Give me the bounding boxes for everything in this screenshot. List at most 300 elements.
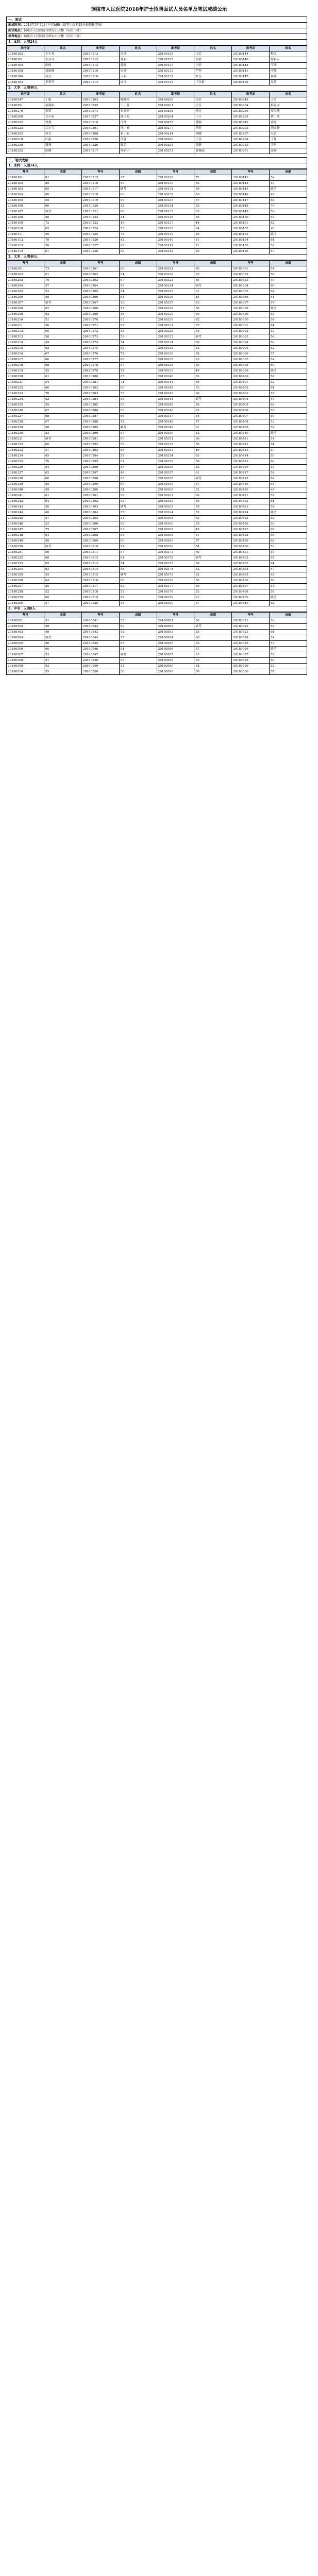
table-cell: 曹小侠 <box>270 114 307 120</box>
table-cell: 53 <box>194 589 232 595</box>
table-cell: 62 <box>44 346 81 351</box>
table-cell: 20180109 <box>7 69 44 74</box>
table-cell: 68 <box>119 243 157 249</box>
table-row <box>7 436 307 442</box>
table-cell: 20180203 <box>81 97 119 103</box>
table-cell: 49 <box>194 527 232 533</box>
table-cell: 20180237 <box>7 470 44 476</box>
table-cell: 杨文 <box>44 74 81 80</box>
table-cell: 75 <box>44 527 81 533</box>
table-cell: 20180235 <box>81 103 119 109</box>
table-cell: 20180284 <box>81 397 119 402</box>
table-cell: 20180401 <box>232 380 270 385</box>
table-cell: 20180397 <box>232 357 270 363</box>
table-cell: 20180438 <box>232 589 270 595</box>
table-cell: 20180431 <box>232 550 270 555</box>
table-cell: 55 <box>119 391 157 397</box>
table-cell: 63 <box>44 567 81 572</box>
table-cell: 缺考 <box>270 510 307 516</box>
table-cell: 20180585 <box>157 641 194 647</box>
table-cell: 程文 <box>270 52 307 57</box>
table-cell: 20180347 <box>157 414 194 419</box>
table-cell: 20180313 <box>81 561 119 567</box>
table-cell: 50 <box>270 521 307 527</box>
table-cell: 20180394 <box>232 340 270 346</box>
table-cell: 52 <box>194 431 232 436</box>
table-cell: 64 <box>44 499 81 504</box>
table-cell: 20180304 <box>81 510 119 516</box>
table-cell: 76 <box>44 243 81 249</box>
table-cell: 20180369 <box>157 538 194 544</box>
table-cell: 50 <box>194 312 232 317</box>
table-cell: 60 <box>270 283 307 289</box>
table-cell: 20180132 <box>157 192 194 198</box>
table-cell: 20180152 <box>232 226 270 232</box>
table-cell: 20180238 <box>7 143 44 148</box>
table-cell: 72 <box>119 419 157 425</box>
table-cell: 20180352 <box>157 442 194 448</box>
table-cell: 55 <box>270 482 307 487</box>
table-row <box>7 419 307 425</box>
table-cell: 49 <box>194 448 232 453</box>
table-cell: 60 <box>119 624 157 630</box>
table-cell: 20180209 <box>7 312 44 317</box>
table-cell: 20180228 <box>81 137 119 143</box>
table-cell: 44 <box>194 221 232 226</box>
table-cell: 20180269 <box>81 312 119 317</box>
table-cell: 62 <box>194 317 232 323</box>
column-header: 考号 <box>81 613 119 618</box>
header-row <box>7 46 307 52</box>
table-cell: 20180219 <box>7 368 44 374</box>
table-cell: 63 <box>194 357 232 363</box>
table-cell: 20180326 <box>157 295 194 300</box>
table-cell: 20180127 <box>81 243 119 249</box>
table-cell: 20180316 <box>81 578 119 584</box>
table-cell: 20180105 <box>7 198 44 204</box>
table-row <box>7 408 307 414</box>
table-cell: 57 <box>270 567 307 572</box>
column-header: 考号 <box>81 261 119 266</box>
table-cell: 53 <box>270 419 307 425</box>
table-cell: 63 <box>119 317 157 323</box>
table-cell: 20180419 <box>232 482 270 487</box>
table-row <box>7 589 307 595</box>
table-cell: 42 <box>119 238 157 243</box>
table-cell: 20180222 <box>7 385 44 391</box>
table-cell: 61 <box>194 289 232 295</box>
table-cell: 64 <box>194 226 232 232</box>
table-cell: 20180101 <box>7 175 44 181</box>
table-cell: 20180248 <box>232 97 270 103</box>
table-cell: 57 <box>270 641 307 647</box>
table-cell: 57 <box>194 419 232 425</box>
table-cell: 20180248 <box>7 533 44 538</box>
table-cell: 56 <box>119 249 157 255</box>
column-header: 姓名 <box>194 92 232 97</box>
table-cell: 59 <box>44 584 81 589</box>
table-cell: 20180357 <box>157 470 194 476</box>
table-cell: 20180112 <box>7 238 44 243</box>
table-cell: 20180311 <box>81 550 119 555</box>
table-cell: 56 <box>119 283 157 289</box>
table-row <box>7 340 307 346</box>
table-cell: 20180222 <box>7 148 44 154</box>
table-row <box>7 652 307 658</box>
table-cell: 20180226 <box>81 143 119 148</box>
table-cell: 20180234 <box>7 453 44 459</box>
table-cell: 20180275 <box>157 120 194 126</box>
table-row <box>7 544 307 550</box>
table-row <box>7 561 307 567</box>
table-cell: 20180113 <box>7 243 44 249</box>
table-cell: 20180411 <box>232 436 270 442</box>
table-cell: 20180541 <box>81 618 119 624</box>
table-cell: 20180277 <box>81 357 119 363</box>
table-cell: 55 <box>119 618 157 624</box>
table-row <box>7 476 307 482</box>
table-cell: 59 <box>270 215 307 221</box>
interview-table-2 <box>6 91 307 154</box>
table-row <box>7 357 307 363</box>
table-cell: 20180550 <box>81 669 119 675</box>
table-cell: 20180545 <box>81 641 119 647</box>
table-row <box>7 635 307 641</box>
table-cell: 20180581 <box>157 618 194 624</box>
table-row <box>7 402 307 408</box>
table-cell: 20180208 <box>7 306 44 312</box>
table-cell: 70 <box>44 238 81 243</box>
column-header: 姓名 <box>270 46 307 52</box>
table-cell: 20180504 <box>7 635 44 641</box>
table-cell: 60 <box>44 595 81 601</box>
table-cell: 20180333 <box>157 334 194 340</box>
table-cell: 20180282 <box>81 385 119 391</box>
table-cell: 20180118 <box>81 74 119 80</box>
table-cell: 61 <box>194 533 232 538</box>
column-header: 成绩 <box>194 170 232 175</box>
table-cell: 20180623 <box>232 630 270 635</box>
table-row <box>7 226 307 232</box>
table-cell: 20180542 <box>81 624 119 630</box>
table-cell: 20180104 <box>7 192 44 198</box>
table-cell: 朱慧 <box>270 80 307 86</box>
table-cell: 61 <box>270 385 307 391</box>
table-cell: 63 <box>119 641 157 647</box>
table-cell: 55 <box>44 572 81 578</box>
table-cell: 20180348 <box>157 419 194 425</box>
table-cell: 叶佳 <box>270 69 307 74</box>
table-cell: 70 <box>44 459 81 465</box>
table-row <box>7 487 307 493</box>
table-cell: 58 <box>194 459 232 465</box>
table-cell: 20180286 <box>81 408 119 414</box>
table-cell: 49 <box>44 630 81 635</box>
table-cell: 20180149 <box>232 209 270 215</box>
table-cell: 20180147 <box>232 74 270 80</box>
table-cell: 20180622 <box>232 624 270 630</box>
table-cell: 53 <box>194 510 232 516</box>
table-cell: 20180217 <box>7 357 44 363</box>
table-cell: 20180240 <box>7 487 44 493</box>
table-cell: 20180247 <box>7 97 44 103</box>
table-cell: 49 <box>270 278 307 283</box>
table-cell: 20180392 <box>232 329 270 334</box>
table-cell: 20180302 <box>81 499 119 504</box>
table-cell: 54 <box>194 414 232 419</box>
table-cell: 20180383 <box>232 278 270 283</box>
table-cell: 20180279 <box>81 368 119 374</box>
table-cell: 20180201 <box>157 103 194 109</box>
table-cell: 59 <box>119 181 157 187</box>
table-cell: 20180285 <box>81 402 119 408</box>
table-row <box>7 204 307 209</box>
table-cell: 陈蝶 <box>44 148 81 154</box>
table-cell: 缺考 <box>119 187 157 192</box>
table-cell: 缺考 <box>194 283 232 289</box>
table-cell: 20180327 <box>157 300 194 306</box>
column-header: 考号 <box>7 170 44 175</box>
table-cell: 60 <box>270 578 307 584</box>
scores-group2-label: 2、大专：入围40人 <box>6 255 307 260</box>
table-row <box>7 215 307 221</box>
table-cell: 48 <box>270 192 307 198</box>
table-cell: 20180341 <box>157 380 194 385</box>
table-cell: 53 <box>270 618 307 624</box>
table-cell: 陈杨 <box>44 63 81 69</box>
table-cell: 54 <box>119 215 157 221</box>
table-cell: 汪蓉 <box>119 137 157 143</box>
table-cell: 20180212 <box>7 329 44 334</box>
table-row <box>7 283 307 289</box>
table-cell: 57 <box>194 323 232 329</box>
table-cell: 53 <box>270 329 307 334</box>
table-cell: 20180143 <box>232 175 270 181</box>
table-cell: 20180288 <box>157 97 194 103</box>
table-cell: 20180205 <box>7 289 44 295</box>
table-cell: 缺考 <box>194 334 232 340</box>
table-cell: 53 <box>119 300 157 306</box>
table-cell: 56 <box>194 187 232 192</box>
table-cell: 20180144 <box>232 52 270 57</box>
table-cell: 20180245 <box>7 516 44 521</box>
table-cell: 20180146 <box>232 192 270 198</box>
column-header: 准考证 <box>157 46 194 52</box>
column-header: 成绩 <box>119 170 157 175</box>
table-cell: 20180310 <box>81 544 119 550</box>
table-cell: 20180113 <box>81 52 119 57</box>
table-cell: 55 <box>194 465 232 470</box>
table-cell: 20180583 <box>157 630 194 635</box>
table-cell: 20180215 <box>7 346 44 351</box>
table-cell: 67 <box>119 175 157 181</box>
table-cell: 20180154 <box>232 238 270 243</box>
table-cell: 20180317 <box>81 584 119 589</box>
table-cell: 49 <box>270 487 307 493</box>
table-row <box>7 533 307 538</box>
table-cell: 张静 <box>194 143 232 148</box>
table-cell: 20180242 <box>7 499 44 504</box>
table-cell: 20180437 <box>232 584 270 589</box>
table-cell: 60 <box>270 527 307 533</box>
table-cell: 20180124 <box>81 226 119 232</box>
table-cell: 54 <box>270 436 307 442</box>
table-cell: 69 <box>119 266 157 272</box>
table-cell: 61 <box>270 630 307 635</box>
table-cell: 52 <box>119 204 157 209</box>
table-cell: 20180259 <box>7 595 44 601</box>
table-cell: 缺考 <box>119 652 157 658</box>
table-cell: 缺考 <box>44 209 81 215</box>
table-cell: 63 <box>119 527 157 533</box>
table-cell: 20180231 <box>7 436 44 442</box>
table-cell: 曹丽 <box>119 57 157 63</box>
table-cell: 60 <box>44 329 81 334</box>
table-row <box>7 584 307 589</box>
column-header: 考号 <box>157 261 194 266</box>
table-cell: 59 <box>119 334 157 340</box>
table-cell: 72 <box>119 351 157 357</box>
scores-group1-label: 1、本科：入围14人 <box>6 163 307 169</box>
table-cell: 20180303 <box>81 504 119 510</box>
table-cell: 62 <box>194 374 232 380</box>
table-cell: 20180298 <box>81 476 119 482</box>
table-cell: 严坤 <box>194 69 232 74</box>
table-cell: 53 <box>194 385 232 391</box>
table-cell: 20180621 <box>232 618 270 624</box>
table-row <box>7 120 307 126</box>
table-cell: 20180314 <box>81 567 119 572</box>
table-cell: 20180276 <box>81 351 119 357</box>
table-cell: 20180410 <box>232 431 270 436</box>
table-cell: 20180239 <box>7 482 44 487</box>
table-cell: 20180324 <box>157 283 194 289</box>
table-cell: 20180293 <box>232 126 270 131</box>
table-cell: 62 <box>44 664 81 669</box>
table-cell: 57 <box>119 363 157 368</box>
table-cell: 61 <box>44 493 81 499</box>
table-cell: 20180338 <box>157 363 194 368</box>
table-cell: 20180544 <box>81 635 119 641</box>
table-cell: 20180119 <box>81 198 119 204</box>
table-cell: 20180102 <box>7 181 44 187</box>
scores-table-1 <box>6 169 307 255</box>
table-cell: 20180291 <box>81 436 119 442</box>
table-cell: 20180223 <box>7 126 44 131</box>
table-cell: 58 <box>194 618 232 624</box>
table-row <box>7 624 307 630</box>
table-row <box>7 431 307 436</box>
table-cell: 20180629 <box>232 664 270 669</box>
table-cell: 20180346 <box>157 408 194 414</box>
table-cell: 20180220 <box>7 374 44 380</box>
table-cell: 53 <box>270 465 307 470</box>
table-cell: 20180312 <box>81 555 119 561</box>
table-cell: 20180210 <box>7 317 44 323</box>
table-cell: 20180360 <box>157 487 194 493</box>
table-cell: 58 <box>194 561 232 567</box>
table-cell: 20180206 <box>7 295 44 300</box>
table-cell: 59 <box>270 624 307 630</box>
table-cell: 20180148 <box>232 63 270 69</box>
table-cell: 68 <box>119 346 157 351</box>
table-cell: 20180398 <box>232 363 270 368</box>
table-cell: 20180428 <box>232 533 270 538</box>
table-cell: 20180318 <box>81 589 119 595</box>
table-cell: 67 <box>119 323 157 329</box>
table-row <box>7 69 307 74</box>
table-cell: 51 <box>44 618 81 624</box>
table-cell: 20180299 <box>81 482 119 487</box>
table-cell: 55 <box>194 363 232 368</box>
table-row <box>7 126 307 131</box>
table-cell: 20180201 <box>7 266 44 272</box>
table-row <box>7 442 307 448</box>
table-cell: 68 <box>119 397 157 402</box>
column-header: 考号 <box>232 170 270 175</box>
table-cell: 56 <box>119 669 157 675</box>
table-cell: 20180103 <box>7 187 44 192</box>
table-cell: 72 <box>194 175 232 181</box>
table-cell: 54 <box>270 357 307 363</box>
table-cell: 20180626 <box>232 647 270 652</box>
table-cell: 20180267 <box>81 300 119 306</box>
part2-title: 二、笔试成绩 <box>6 157 307 163</box>
interview-table-1 <box>6 45 307 86</box>
table-row <box>7 63 307 69</box>
column-header: 成绩 <box>119 261 157 266</box>
group2-label: 2、大专：入围40人 <box>6 86 307 91</box>
table-row <box>7 312 307 317</box>
table-cell: 50 <box>119 408 157 414</box>
table-cell: 20180408 <box>232 419 270 425</box>
table-row <box>7 397 307 402</box>
table-cell: 57 <box>119 635 157 641</box>
table-cell: 54 <box>44 465 81 470</box>
table-cell: 20180359 <box>157 482 194 487</box>
table-cell: 张婷婷 <box>119 109 157 114</box>
table-cell: 20180354 <box>157 453 194 459</box>
table-cell: 58 <box>44 334 81 340</box>
table-cell: 54 <box>119 289 157 295</box>
table-cell: 20180376 <box>157 578 194 584</box>
table-cell: 62 <box>270 538 307 544</box>
table-cell: 55 <box>44 198 81 204</box>
table-cell: 王婷 <box>194 63 232 69</box>
table-cell: 20180405 <box>232 402 270 408</box>
table-cell: 20180115 <box>81 175 119 181</box>
table-row <box>7 272 307 278</box>
table-cell: 60 <box>270 459 307 465</box>
table-cell: 53 <box>44 431 81 436</box>
table-cell: 张莉 <box>44 109 81 114</box>
table-cell: 20180147 <box>232 198 270 204</box>
table-row <box>7 103 307 109</box>
table-cell: 20180133 <box>157 69 194 74</box>
table-row <box>7 351 307 357</box>
table-cell: 20180281 <box>7 103 44 109</box>
table-cell: 57 <box>194 601 232 606</box>
table-cell: 60 <box>194 550 232 555</box>
table-cell: 61 <box>270 561 307 567</box>
table-cell: 潘颖 <box>194 120 232 126</box>
table-cell: 68 <box>119 476 157 482</box>
table-cell: 20180330 <box>157 317 194 323</box>
table-row <box>7 425 307 431</box>
table-cell: 20180377 <box>157 584 194 589</box>
table-cell: 20180111 <box>7 232 44 238</box>
table-cell: 柯春丽 <box>270 103 307 109</box>
